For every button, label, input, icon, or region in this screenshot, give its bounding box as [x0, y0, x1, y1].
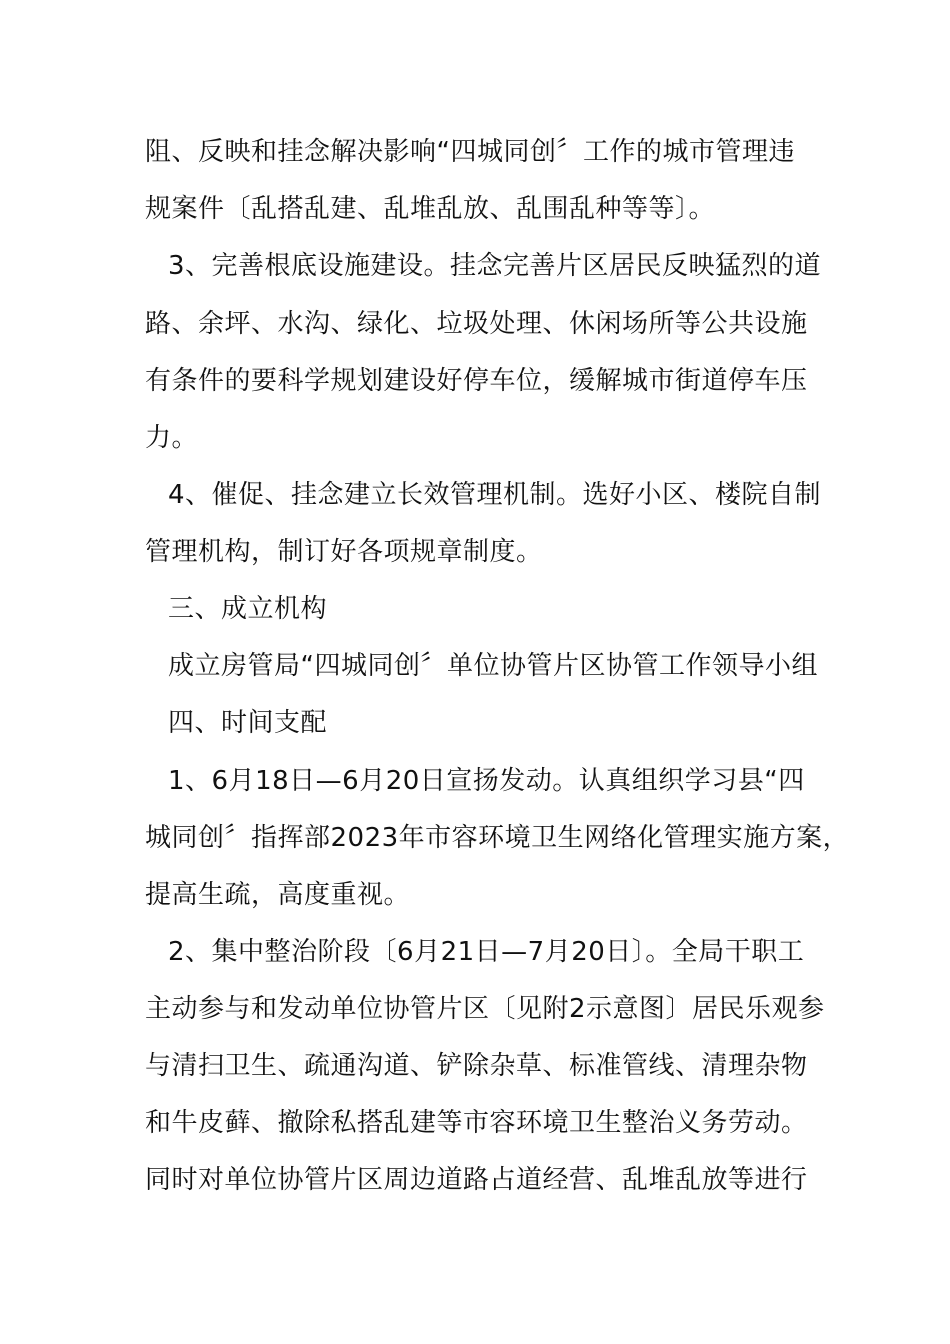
paragraph-line: 主动参与和发动单位协管片区〔见附2示意图〕居民乐观参 [145, 994, 825, 1024]
paragraph-line: 同时对单位协管片区周边道路占道经营、乱堆乱放等进行 [145, 1165, 808, 1195]
paragraph-line: 成立房管局“四城同创〞单位协管片区协管工作领导小组 [168, 651, 818, 681]
section-heading: 三、成立机构 [168, 594, 328, 624]
section-heading: 四、时间支配 [168, 708, 328, 738]
paragraph-line: 有条件的要科学规划建设好停车位，缓解城市街道停车压 [145, 366, 808, 396]
paragraph-line: 1、6月18日—6月20日宣扬发动。认真组织学习县“四 [168, 766, 805, 796]
paragraph-line: 提高生疏，高度重视。 [145, 880, 411, 910]
paragraph-line: 和牛皮藓、撤除私搭乱建等市容环境卫生整治义务劳动。 [145, 1108, 808, 1138]
paragraph-line: 路、余坪、水沟、绿化、垃圾处理、休闲场所等公共设施 [145, 309, 808, 339]
paragraph-line: 管理机构，制订好各项规章制度。 [145, 537, 543, 567]
paragraph-line: 3、完善根底设施建设。挂念完善片区居民反映猛烈的道 [168, 251, 822, 281]
paragraph-line: 与清扫卫生、疏通沟道、铲除杂草、标准管线、清理杂物 [145, 1051, 808, 1081]
paragraph-line: 2、集中整治阶段〔6月21日—7月20日〕。全局干职工 [168, 937, 805, 967]
paragraph-line: 4、催促、挂念建立长效管理机制。选好小区、楼院自制 [168, 480, 822, 510]
paragraph-line: 城同创〞指挥部2023年市容环境卫生网络化管理实施方案， [145, 823, 850, 853]
paragraph-line: 规案件〔乱搭乱建、乱堆乱放、乱围乱种等等〕。 [145, 194, 716, 224]
paragraph-line: 力。 [145, 423, 199, 453]
paragraph-line: 阻、反映和挂念解决影响“四城同创〞工作的城市管理违 [145, 137, 795, 167]
